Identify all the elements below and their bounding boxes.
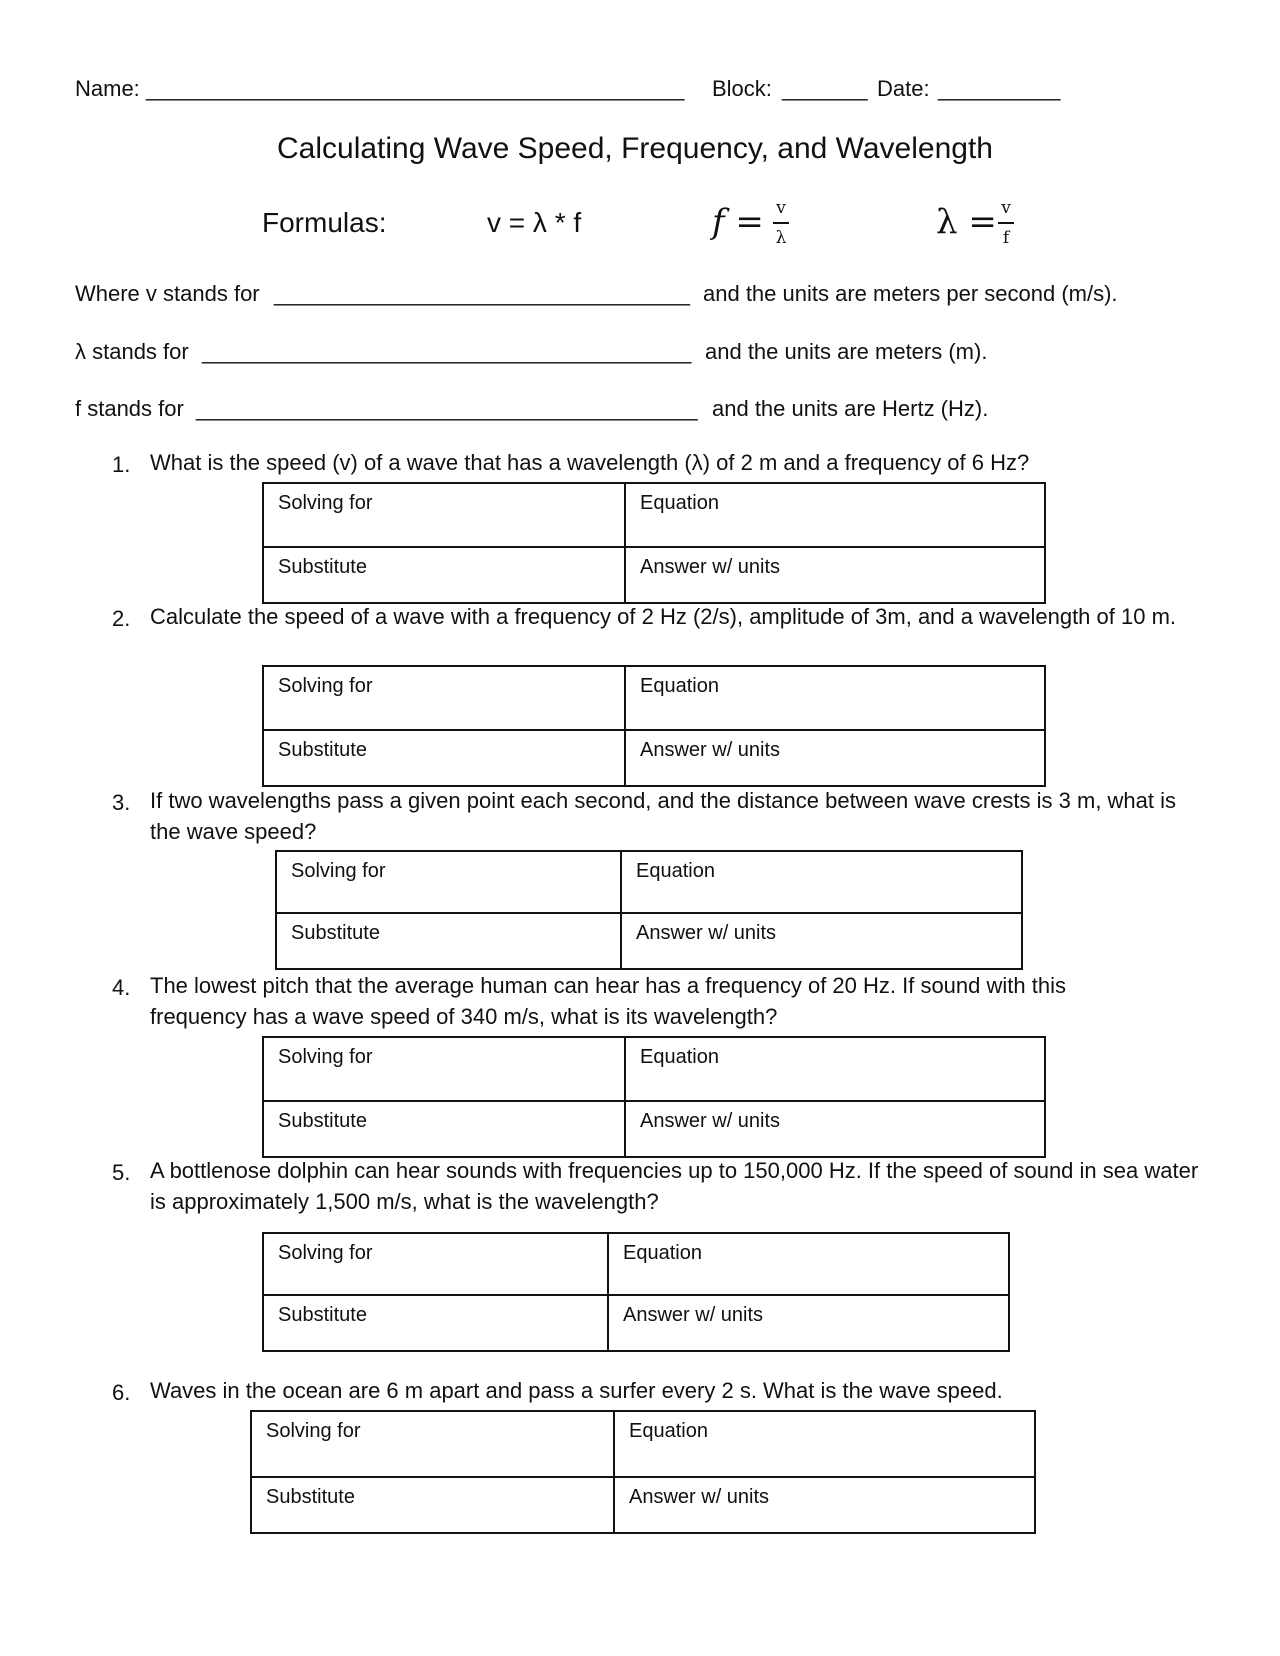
question-number: 2. <box>112 606 131 631</box>
question-text: The lowest pitch that the average human can hear has a frequency of 20 Hz. If sound with this frequency has a wave speed of 340 m/s, what is its wavelength? <box>150 973 1066 1029</box>
block-field[interactable]: _______ <box>782 76 868 101</box>
fraction-numerator: v <box>1001 198 1011 218</box>
substitute-cell[interactable]: Substitute <box>251 1477 614 1533</box>
equation-cell[interactable]: Equation <box>625 666 1045 730</box>
formula-speed: v = λ * f <box>487 207 582 238</box>
name-field[interactable]: ____________________________________________ <box>146 76 685 101</box>
solving-for-cell[interactable]: Solving for <box>263 666 625 730</box>
equation-cell[interactable]: Equation <box>625 483 1045 547</box>
fraction-bar <box>998 222 1014 224</box>
solving-for-cell[interactable]: Solving for <box>263 1233 608 1295</box>
formula-frequency-fraction <box>769 198 793 254</box>
question-text: Waves in the ocean are 6 m apart and pass a surfer every 2 s. What is the wave speed. <box>150 1378 1003 1403</box>
fraction-denominator: f <box>1002 228 1010 248</box>
question-text: What is the speed (v) of a wave that has a wavelength (λ) of 2 m and a frequency of 6 Hz? <box>150 450 1030 475</box>
solving-for-cell[interactable]: Solving for <box>263 483 625 547</box>
answer-box-3 <box>275 850 1023 970</box>
fraction-denominator: λ <box>775 228 787 248</box>
formulas-label: Formulas: <box>262 207 387 238</box>
substitute-cell[interactable]: Substitute <box>263 1295 608 1351</box>
answer-cell[interactable]: Answer w/ units <box>625 1101 1045 1157</box>
question-text: Calculate the speed of a wave with a frequency of 2 Hz (2/s), amplitude of 3m, and a wavelength of 10 m. <box>150 604 1177 629</box>
question-number: 5. <box>112 1160 131 1185</box>
solving-for-cell[interactable]: Solving for <box>251 1411 614 1477</box>
answer-box-1 <box>262 482 1046 604</box>
fraction-bar <box>773 222 789 224</box>
question-number: 1. <box>112 452 131 477</box>
date-label: Date: <box>877 76 930 101</box>
solving-for-cell[interactable]: Solving for <box>263 1037 625 1101</box>
definition-lambda-blank[interactable]: ________________________________________ <box>202 339 692 364</box>
formula-frequency-lhs: f = <box>712 202 764 242</box>
equation-cell[interactable]: Equation <box>625 1037 1045 1101</box>
equation-cell[interactable]: Equation <box>621 851 1022 913</box>
answer-box-2 <box>262 665 1046 787</box>
question-number: 4. <box>112 975 131 1000</box>
equation-cell[interactable]: Equation <box>608 1233 1009 1295</box>
date-field[interactable]: __________ <box>938 76 1061 101</box>
name-label: Name: <box>75 76 140 101</box>
answer-cell[interactable]: Answer w/ units <box>625 730 1045 786</box>
answer-box-6 <box>250 1410 1036 1534</box>
fraction-numerator: v <box>776 198 786 218</box>
question-text: If two wavelengths pass a given point each second, and the distance between wave crests is 3 m, what is the wave speed? <box>150 788 1177 844</box>
formula-wavelength-lhs: λ = <box>936 202 997 242</box>
question-number: 3. <box>112 790 131 815</box>
definition-lambda-suffix: and the units are meters (m). <box>705 339 988 364</box>
substitute-cell[interactable]: Substitute <box>263 547 625 603</box>
solving-for-cell[interactable]: Solving for <box>276 851 621 913</box>
definition-v-prefix: Where v stands for <box>75 281 260 306</box>
page-title: Calculating Wave Speed, Frequency, and Wavelength <box>277 132 993 165</box>
answer-box-5 <box>262 1232 1010 1352</box>
equation-cell[interactable]: Equation <box>614 1411 1035 1477</box>
substitute-cell[interactable]: Substitute <box>263 730 625 786</box>
question-number: 6. <box>112 1380 131 1405</box>
formula-wavelength-fraction <box>994 198 1018 254</box>
definition-f-blank[interactable]: _________________________________________ <box>196 396 698 421</box>
substitute-cell[interactable]: Substitute <box>276 913 621 969</box>
question-text: A bottlenose dolphin can hear sounds with frequencies up to 150,000 Hz. If the speed of sound in sea water is approximately 1,500 m/s, what is the wavelength? <box>150 1158 1199 1214</box>
answer-cell[interactable]: Answer w/ units <box>621 913 1022 969</box>
definition-v-blank[interactable]: __________________________________ <box>274 281 691 306</box>
definition-f-prefix: f stands for <box>75 396 184 421</box>
block-label: Block: <box>712 76 772 101</box>
definition-lambda-prefix: λ stands for <box>75 339 189 364</box>
answer-box-4 <box>262 1036 1046 1158</box>
definition-f-suffix: and the units are Hertz (Hz). <box>712 396 989 421</box>
answer-cell[interactable]: Answer w/ units <box>625 547 1045 603</box>
definition-v-suffix: and the units are meters per second (m/s). <box>703 281 1118 306</box>
substitute-cell[interactable]: Substitute <box>263 1101 625 1157</box>
answer-cell[interactable]: Answer w/ units <box>614 1477 1035 1533</box>
answer-cell[interactable]: Answer w/ units <box>608 1295 1009 1351</box>
